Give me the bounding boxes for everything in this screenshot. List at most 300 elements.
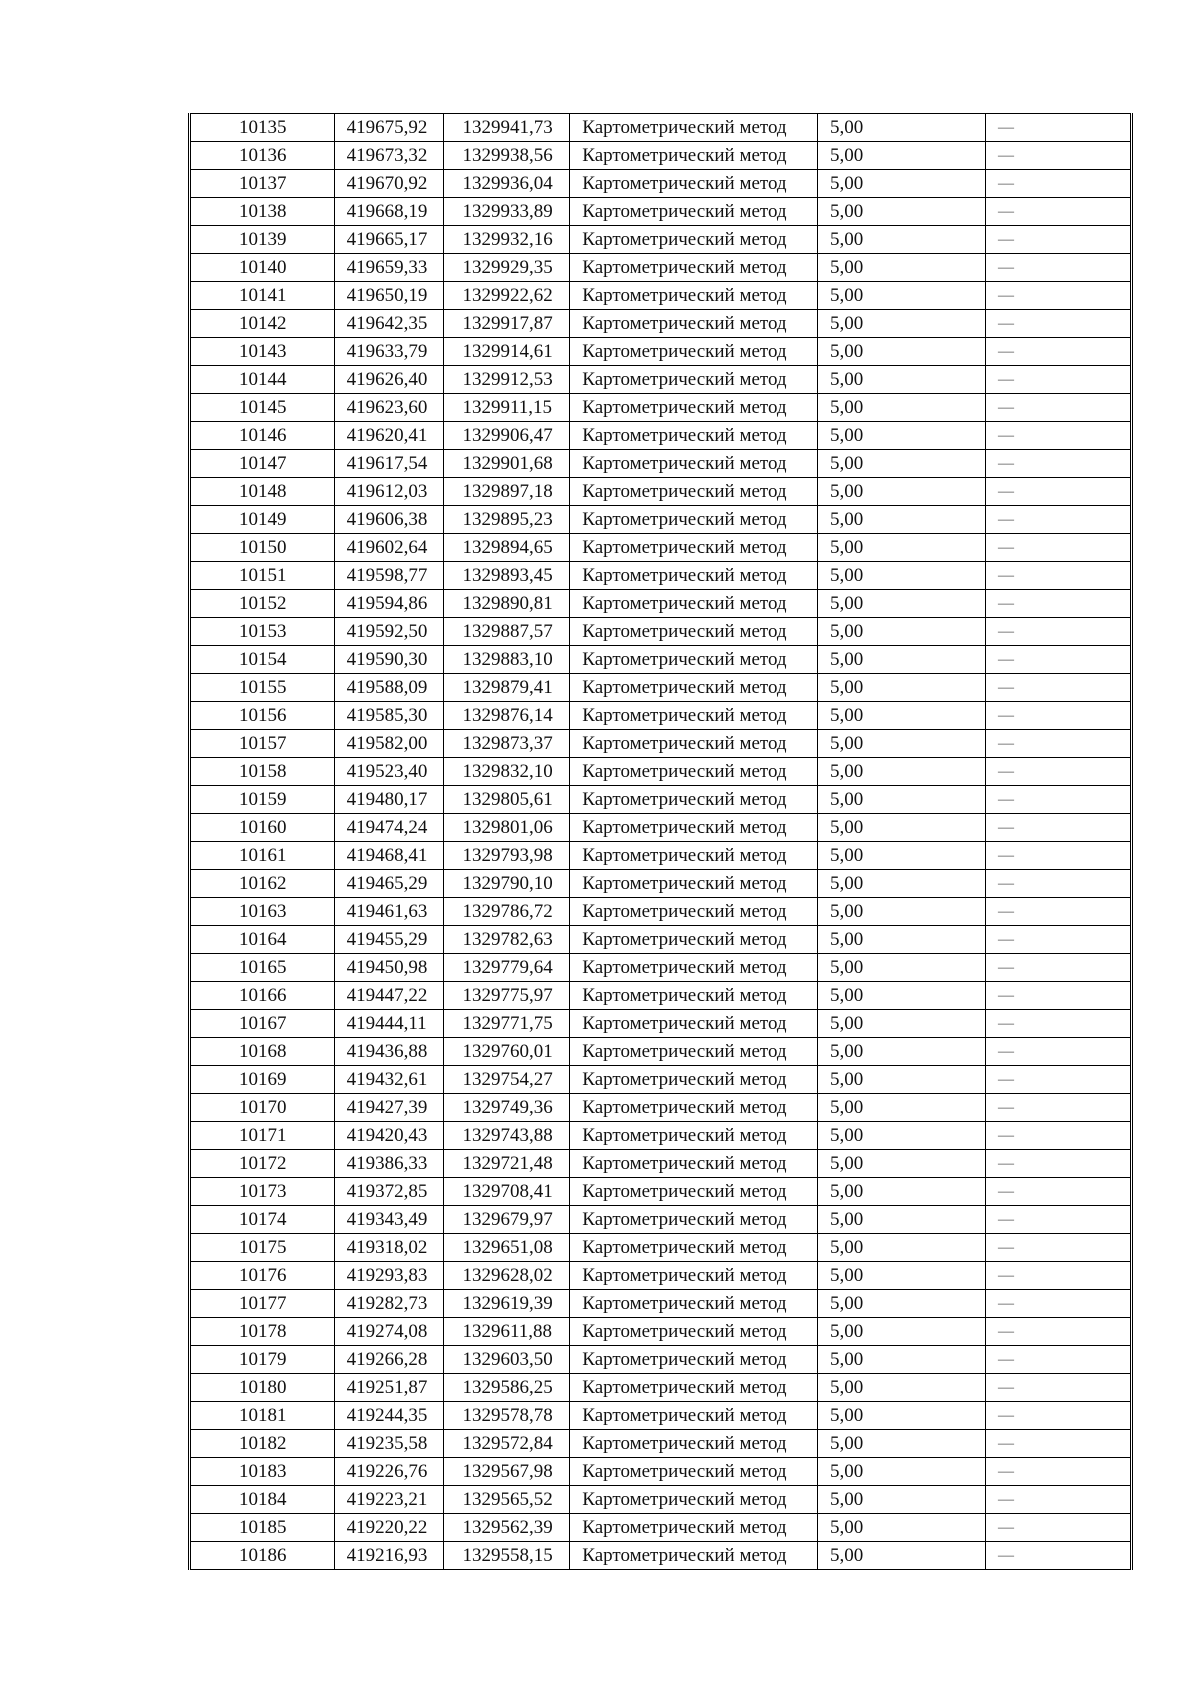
note-cell: [985, 114, 1131, 142]
note-dash: —: [997, 931, 1014, 948]
point-number-cell: 10167: [190, 1010, 335, 1038]
table-row: [190, 1486, 1132, 1514]
accuracy-cell: 5,00: [818, 674, 986, 702]
point-number-cell: 10180: [190, 1374, 335, 1402]
table-row: [190, 1374, 1132, 1402]
y-coordinate-cell: 1329883,10: [444, 646, 570, 674]
method-cell: Картометрический метод: [570, 114, 818, 142]
point-number-cell: 10136: [190, 142, 335, 170]
table-row: [190, 170, 1132, 198]
note-dash: —: [997, 1239, 1014, 1256]
table-row: [190, 1402, 1132, 1430]
accuracy-cell: 5,00: [818, 506, 986, 534]
note-cell: [985, 926, 1131, 954]
point-number-cell: 10169: [190, 1066, 335, 1094]
note-dash: —: [997, 147, 1014, 164]
method-cell: Картометрический метод: [570, 982, 818, 1010]
method-cell: Картометрический метод: [570, 842, 818, 870]
note-dash: —: [997, 679, 1014, 696]
accuracy-cell: 5,00: [818, 170, 986, 198]
point-number-cell: 10158: [190, 758, 335, 786]
note-dash: —: [997, 987, 1014, 1004]
note-cell: [985, 198, 1131, 226]
method-cell: Картометрический метод: [570, 786, 818, 814]
x-coordinate-cell: 419244,35: [334, 1402, 444, 1430]
table-row: [190, 870, 1132, 898]
x-coordinate-cell: 419282,73: [334, 1290, 444, 1318]
note-dash: —: [997, 595, 1014, 612]
table-row: [190, 114, 1132, 142]
x-coordinate-cell: 419226,76: [334, 1458, 444, 1486]
point-number-cell: 10139: [190, 226, 335, 254]
note-cell: [985, 1150, 1131, 1178]
method-cell: Картометрический метод: [570, 422, 818, 450]
y-coordinate-cell: 1329932,16: [444, 226, 570, 254]
note-cell: [985, 1346, 1131, 1374]
accuracy-cell: 5,00: [818, 366, 986, 394]
note-dash: —: [997, 119, 1014, 136]
point-number-cell: 10170: [190, 1094, 335, 1122]
note-cell: [985, 954, 1131, 982]
note-cell: [985, 226, 1131, 254]
accuracy-cell: 5,00: [818, 842, 986, 870]
accuracy-cell: 5,00: [818, 562, 986, 590]
method-cell: Картометрический метод: [570, 1542, 818, 1570]
x-coordinate-cell: 419455,29: [334, 926, 444, 954]
method-cell: Картометрический метод: [570, 926, 818, 954]
y-coordinate-cell: 1329586,25: [444, 1374, 570, 1402]
accuracy-cell: 5,00: [818, 1010, 986, 1038]
table-row: [190, 422, 1132, 450]
note-dash: —: [997, 175, 1014, 192]
note-dash: —: [997, 1547, 1014, 1564]
y-coordinate-cell: 1329628,02: [444, 1262, 570, 1290]
x-coordinate-cell: 419251,87: [334, 1374, 444, 1402]
accuracy-cell: 5,00: [818, 590, 986, 618]
y-coordinate-cell: 1329938,56: [444, 142, 570, 170]
x-coordinate-cell: 419602,64: [334, 534, 444, 562]
point-number-cell: 10165: [190, 954, 335, 982]
method-cell: Картометрический метод: [570, 1430, 818, 1458]
y-coordinate-cell: 1329562,39: [444, 1514, 570, 1542]
note-dash: —: [997, 455, 1014, 472]
point-number-cell: 10151: [190, 562, 335, 590]
x-coordinate-cell: 419617,54: [334, 450, 444, 478]
y-coordinate-cell: 1329906,47: [444, 422, 570, 450]
accuracy-cell: 5,00: [818, 1542, 986, 1570]
note-dash: —: [997, 1155, 1014, 1172]
point-number-cell: 10176: [190, 1262, 335, 1290]
point-number-cell: 10153: [190, 618, 335, 646]
point-number-cell: 10178: [190, 1318, 335, 1346]
accuracy-cell: 5,00: [818, 394, 986, 422]
table-row: [190, 394, 1132, 422]
x-coordinate-cell: 419606,38: [334, 506, 444, 534]
x-coordinate-cell: 419266,28: [334, 1346, 444, 1374]
accuracy-cell: 5,00: [818, 1150, 986, 1178]
method-cell: Картометрический метод: [570, 758, 818, 786]
note-cell: [985, 282, 1131, 310]
y-coordinate-cell: 1329619,39: [444, 1290, 570, 1318]
y-coordinate-cell: 1329793,98: [444, 842, 570, 870]
table-row: [190, 954, 1132, 982]
table-row: [190, 366, 1132, 394]
method-cell: Картометрический метод: [570, 1486, 818, 1514]
point-number-cell: 10145: [190, 394, 335, 422]
note-dash: —: [997, 735, 1014, 752]
method-cell: Картометрический метод: [570, 1458, 818, 1486]
note-cell: [985, 814, 1131, 842]
x-coordinate-cell: 419588,09: [334, 674, 444, 702]
y-coordinate-cell: 1329941,73: [444, 114, 570, 142]
note-dash: —: [997, 791, 1014, 808]
y-coordinate-cell: 1329873,37: [444, 730, 570, 758]
accuracy-cell: 5,00: [818, 254, 986, 282]
table-row: [190, 1514, 1132, 1542]
method-cell: Картометрический метод: [570, 310, 818, 338]
point-number-cell: 10155: [190, 674, 335, 702]
accuracy-cell: 5,00: [818, 1262, 986, 1290]
accuracy-cell: 5,00: [818, 1122, 986, 1150]
x-coordinate-cell: 419274,08: [334, 1318, 444, 1346]
table-row: [190, 1066, 1132, 1094]
accuracy-cell: 5,00: [818, 1458, 986, 1486]
note-dash: —: [997, 287, 1014, 304]
point-number-cell: 10142: [190, 310, 335, 338]
x-coordinate-cell: 419420,43: [334, 1122, 444, 1150]
y-coordinate-cell: 1329782,63: [444, 926, 570, 954]
note-dash: —: [997, 539, 1014, 556]
method-cell: Картометрический метод: [570, 1318, 818, 1346]
method-cell: Картометрический метод: [570, 366, 818, 394]
note-dash: —: [997, 483, 1014, 500]
method-cell: Картометрический метод: [570, 198, 818, 226]
accuracy-cell: 5,00: [818, 954, 986, 982]
note-dash: —: [997, 1267, 1014, 1284]
note-dash: —: [997, 1071, 1014, 1088]
accuracy-cell: 5,00: [818, 478, 986, 506]
table-row: [190, 1290, 1132, 1318]
accuracy-cell: 5,00: [818, 1346, 986, 1374]
y-coordinate-cell: 1329651,08: [444, 1234, 570, 1262]
note-cell: [985, 394, 1131, 422]
note-cell: [985, 1206, 1131, 1234]
y-coordinate-cell: 1329879,41: [444, 674, 570, 702]
y-coordinate-cell: 1329876,14: [444, 702, 570, 730]
accuracy-cell: 5,00: [818, 1402, 986, 1430]
y-coordinate-cell: 1329775,97: [444, 982, 570, 1010]
table-row: [190, 1262, 1132, 1290]
table-row: [190, 338, 1132, 366]
y-coordinate-cell: 1329790,10: [444, 870, 570, 898]
table-row: [190, 674, 1132, 702]
y-coordinate-cell: 1329749,36: [444, 1094, 570, 1122]
point-number-cell: 10157: [190, 730, 335, 758]
accuracy-cell: 5,00: [818, 1374, 986, 1402]
method-cell: Картометрический метод: [570, 702, 818, 730]
note-dash: —: [997, 903, 1014, 920]
y-coordinate-cell: 1329897,18: [444, 478, 570, 506]
method-cell: Картометрический метод: [570, 282, 818, 310]
accuracy-cell: 5,00: [818, 282, 986, 310]
x-coordinate-cell: 419343,49: [334, 1206, 444, 1234]
coordinates-table-body: [190, 114, 1132, 1570]
x-coordinate-cell: 419598,77: [334, 562, 444, 590]
note-cell: [985, 674, 1131, 702]
x-coordinate-cell: 419620,41: [334, 422, 444, 450]
note-dash: —: [997, 1435, 1014, 1452]
point-number-cell: 10173: [190, 1178, 335, 1206]
method-cell: Картометрический метод: [570, 814, 818, 842]
note-cell: [985, 1234, 1131, 1262]
method-cell: Картометрический метод: [570, 1262, 818, 1290]
x-coordinate-cell: 419642,35: [334, 310, 444, 338]
method-cell: Картометрический метод: [570, 1038, 818, 1066]
y-coordinate-cell: 1329922,62: [444, 282, 570, 310]
y-coordinate-cell: 1329578,78: [444, 1402, 570, 1430]
x-coordinate-cell: 419668,19: [334, 198, 444, 226]
note-cell: [985, 1038, 1131, 1066]
method-cell: Картометрический метод: [570, 1178, 818, 1206]
x-coordinate-cell: 419675,92: [334, 114, 444, 142]
x-coordinate-cell: 419216,93: [334, 1542, 444, 1570]
table-row: [190, 618, 1132, 646]
x-coordinate-cell: 419465,29: [334, 870, 444, 898]
y-coordinate-cell: 1329565,52: [444, 1486, 570, 1514]
table-row: [190, 814, 1132, 842]
method-cell: Картометрический метод: [570, 506, 818, 534]
note-cell: [985, 338, 1131, 366]
x-coordinate-cell: 419582,00: [334, 730, 444, 758]
accuracy-cell: 5,00: [818, 1206, 986, 1234]
method-cell: Картометрический метод: [570, 1374, 818, 1402]
x-coordinate-cell: 419386,33: [334, 1150, 444, 1178]
accuracy-cell: 5,00: [818, 338, 986, 366]
point-number-cell: 10181: [190, 1402, 335, 1430]
x-coordinate-cell: 419585,30: [334, 702, 444, 730]
table-row: [190, 1038, 1132, 1066]
note-dash: —: [997, 1015, 1014, 1032]
accuracy-cell: 5,00: [818, 450, 986, 478]
table-row: [190, 982, 1132, 1010]
x-coordinate-cell: 419523,40: [334, 758, 444, 786]
accuracy-cell: 5,00: [818, 1514, 986, 1542]
accuracy-cell: 5,00: [818, 926, 986, 954]
y-coordinate-cell: 1329567,98: [444, 1458, 570, 1486]
note-cell: [985, 422, 1131, 450]
note-cell: [985, 618, 1131, 646]
method-cell: Картометрический метод: [570, 450, 818, 478]
accuracy-cell: 5,00: [818, 758, 986, 786]
point-number-cell: 10160: [190, 814, 335, 842]
point-number-cell: 10183: [190, 1458, 335, 1486]
note-cell: [985, 646, 1131, 674]
point-number-cell: 10138: [190, 198, 335, 226]
note-cell: [985, 366, 1131, 394]
table-row: [190, 1206, 1132, 1234]
note-dash: —: [997, 763, 1014, 780]
y-coordinate-cell: 1329721,48: [444, 1150, 570, 1178]
note-dash: —: [997, 231, 1014, 248]
note-dash: —: [997, 875, 1014, 892]
method-cell: Картометрический метод: [570, 730, 818, 758]
accuracy-cell: 5,00: [818, 114, 986, 142]
note-dash: —: [997, 1127, 1014, 1144]
y-coordinate-cell: 1329917,87: [444, 310, 570, 338]
accuracy-cell: 5,00: [818, 1178, 986, 1206]
y-coordinate-cell: 1329929,35: [444, 254, 570, 282]
accuracy-cell: 5,00: [818, 1038, 986, 1066]
x-coordinate-cell: 419427,39: [334, 1094, 444, 1122]
y-coordinate-cell: 1329786,72: [444, 898, 570, 926]
x-coordinate-cell: 419220,22: [334, 1514, 444, 1542]
point-number-cell: 10135: [190, 114, 335, 142]
point-number-cell: 10149: [190, 506, 335, 534]
table-row: [190, 1234, 1132, 1262]
method-cell: Картометрический метод: [570, 170, 818, 198]
note-dash: —: [997, 1211, 1014, 1228]
x-coordinate-cell: 419650,19: [334, 282, 444, 310]
x-coordinate-cell: 419673,32: [334, 142, 444, 170]
table-row: [190, 198, 1132, 226]
method-cell: Картометрический метод: [570, 1290, 818, 1318]
note-cell: [985, 842, 1131, 870]
accuracy-cell: 5,00: [818, 198, 986, 226]
point-number-cell: 10141: [190, 282, 335, 310]
point-number-cell: 10186: [190, 1542, 335, 1570]
table-row: [190, 1178, 1132, 1206]
x-coordinate-cell: 419293,83: [334, 1262, 444, 1290]
table-row: [190, 1150, 1132, 1178]
table-row: [190, 842, 1132, 870]
note-dash: —: [997, 1519, 1014, 1536]
note-dash: —: [997, 1351, 1014, 1368]
note-cell: [985, 786, 1131, 814]
point-number-cell: 10161: [190, 842, 335, 870]
point-number-cell: 10166: [190, 982, 335, 1010]
note-dash: —: [997, 315, 1014, 332]
y-coordinate-cell: 1329805,61: [444, 786, 570, 814]
point-number-cell: 10185: [190, 1514, 335, 1542]
point-number-cell: 10146: [190, 422, 335, 450]
y-coordinate-cell: 1329911,15: [444, 394, 570, 422]
note-cell: [985, 562, 1131, 590]
table-row: [190, 702, 1132, 730]
note-dash: —: [997, 623, 1014, 640]
note-dash: —: [997, 567, 1014, 584]
x-coordinate-cell: 419474,24: [334, 814, 444, 842]
y-coordinate-cell: 1329887,57: [444, 618, 570, 646]
x-coordinate-cell: 419223,21: [334, 1486, 444, 1514]
accuracy-cell: 5,00: [818, 1066, 986, 1094]
y-coordinate-cell: 1329895,23: [444, 506, 570, 534]
accuracy-cell: 5,00: [818, 1430, 986, 1458]
note-dash: —: [997, 651, 1014, 668]
table-row: [190, 142, 1132, 170]
point-number-cell: 10175: [190, 1234, 335, 1262]
method-cell: Картометрический метод: [570, 1010, 818, 1038]
note-cell: [985, 142, 1131, 170]
note-cell: [985, 1094, 1131, 1122]
y-coordinate-cell: 1329936,04: [444, 170, 570, 198]
table-row: [190, 226, 1132, 254]
point-number-cell: 10174: [190, 1206, 335, 1234]
note-dash: —: [997, 819, 1014, 836]
y-coordinate-cell: 1329801,06: [444, 814, 570, 842]
table-row: [190, 1430, 1132, 1458]
accuracy-cell: 5,00: [818, 814, 986, 842]
table-row: [190, 534, 1132, 562]
point-number-cell: 10152: [190, 590, 335, 618]
point-number-cell: 10172: [190, 1150, 335, 1178]
note-cell: [985, 590, 1131, 618]
accuracy-cell: 5,00: [818, 310, 986, 338]
note-dash: —: [997, 259, 1014, 276]
note-cell: [985, 758, 1131, 786]
accuracy-cell: 5,00: [818, 1094, 986, 1122]
x-coordinate-cell: 419461,63: [334, 898, 444, 926]
table-row: [190, 310, 1132, 338]
note-cell: [985, 450, 1131, 478]
x-coordinate-cell: 419594,86: [334, 590, 444, 618]
point-number-cell: 10154: [190, 646, 335, 674]
point-number-cell: 10147: [190, 450, 335, 478]
note-cell: [985, 982, 1131, 1010]
note-cell: [985, 1542, 1131, 1570]
table-row: [190, 254, 1132, 282]
point-number-cell: 10140: [190, 254, 335, 282]
method-cell: Картометрический метод: [570, 534, 818, 562]
table-row: [190, 1542, 1132, 1570]
method-cell: Картометрический метод: [570, 590, 818, 618]
method-cell: Картометрический метод: [570, 1206, 818, 1234]
note-dash: —: [997, 847, 1014, 864]
method-cell: Картометрический метод: [570, 870, 818, 898]
y-coordinate-cell: 1329743,88: [444, 1122, 570, 1150]
y-coordinate-cell: 1329679,97: [444, 1206, 570, 1234]
table-row: [190, 1346, 1132, 1374]
point-number-cell: 10144: [190, 366, 335, 394]
accuracy-cell: 5,00: [818, 618, 986, 646]
accuracy-cell: 5,00: [818, 786, 986, 814]
note-cell: [985, 1318, 1131, 1346]
note-cell: [985, 1374, 1131, 1402]
point-number-cell: 10148: [190, 478, 335, 506]
table-row: [190, 1458, 1132, 1486]
method-cell: Картометрический метод: [570, 226, 818, 254]
point-number-cell: 10163: [190, 898, 335, 926]
note-cell: [985, 1430, 1131, 1458]
accuracy-cell: 5,00: [818, 702, 986, 730]
accuracy-cell: 5,00: [818, 982, 986, 1010]
note-dash: —: [997, 1099, 1014, 1116]
note-cell: [985, 478, 1131, 506]
note-dash: —: [997, 1183, 1014, 1200]
note-dash: —: [997, 371, 1014, 388]
table-row: [190, 450, 1132, 478]
note-dash: —: [997, 203, 1014, 220]
y-coordinate-cell: 1329779,64: [444, 954, 570, 982]
x-coordinate-cell: 419235,58: [334, 1430, 444, 1458]
y-coordinate-cell: 1329708,41: [444, 1178, 570, 1206]
note-cell: [985, 310, 1131, 338]
note-cell: [985, 1066, 1131, 1094]
note-cell: [985, 1458, 1131, 1486]
x-coordinate-cell: 419436,88: [334, 1038, 444, 1066]
note-cell: [985, 1290, 1131, 1318]
note-cell: [985, 1514, 1131, 1542]
table-row: [190, 1094, 1132, 1122]
